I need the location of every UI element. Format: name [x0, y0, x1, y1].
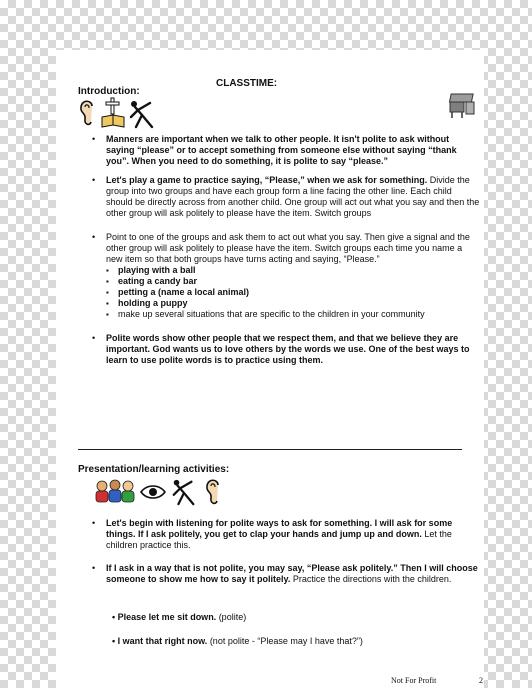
example-item: ▪ make up several situations that are specific to the children in your community [106, 309, 480, 320]
example-item: ▪ eating a candy bar [106, 276, 480, 287]
example-items [106, 265, 480, 320]
intro-bullet-bold: Let's play a game to practice saying, “Please,” when we ask for something. [106, 175, 428, 185]
example-impolite-line [112, 636, 363, 647]
activity-bullet-text: Practice the directions with the children. [290, 574, 452, 584]
page-number: 2 [479, 676, 483, 685]
intro-bullet-text: Divide the group into two groups and have each group form a line facing the other line. Each child should be directly across from another child. One group will act out what you say and then the other group will ask politely to please have the item. Switch groups [106, 175, 480, 218]
eye-icon [140, 484, 166, 500]
intro-bullet [92, 175, 480, 219]
intro-bullet [92, 134, 480, 167]
school-desk-icon [446, 90, 478, 120]
activity-bullet-text: Let the children practice this. [106, 529, 452, 550]
intro-bullet-text: Point to one of the groups and ask them to act out what you say. Then give a signal and the other group will ask politely to please have the item. Switch groups each time you name a new item so that both groups have turns acting and saying, “Please.” [106, 232, 470, 264]
section-divider [78, 449, 462, 450]
example-item: ▪ playing with a ball [106, 265, 480, 276]
example-polite-note: (polite) [216, 612, 247, 622]
activity-bullet-bold: If I ask in a way that is not polite, you may say, “Please ask politely.” Then I will choose someone to show me how to say it politely. [106, 563, 478, 584]
example-item: ▪ holding a puppy [106, 298, 480, 309]
document-page [56, 50, 484, 688]
activities-list [92, 518, 480, 591]
footer-text: Not For Profit [391, 676, 437, 685]
example-polite-line [112, 612, 246, 623]
activities-heading: Presentation/learning activities: [78, 464, 230, 475]
example-polite-bold: • Please let me sit down. [112, 612, 217, 622]
stretching-figure-icon [128, 99, 156, 129]
ear-icon [204, 477, 222, 507]
example-impolite-note: (not polite - “Please may I have that?”) [207, 636, 363, 646]
ear-icon [78, 98, 96, 128]
introduction-list [92, 134, 480, 372]
activity-bullet [92, 563, 480, 585]
example-impolite-bold: • I want that right now. [112, 636, 208, 646]
introduction-heading: Introduction: [78, 86, 140, 97]
stretching-figure-icon [170, 478, 198, 506]
activity-bullet-bold: Let's begin with listening for polite ways to ask for something. I will ask for some things. If I ask politely, you get to clap your hands and jump up and down. [106, 518, 453, 539]
intro-bullet-bold: Polite words show other people that we respect them, and that we believe they are important. God wants us to love others by the words we use. One of the best ways to learn to use polite words is to practice using them. [106, 333, 470, 365]
intro-bullet [92, 333, 480, 366]
intro-bullet-bold: Manners are important when we talk to other people. It isn't polite to ask without saying “please” or to accept something from someone else without saying “thank you”. When you need to do something, it is polite to say “please.” [106, 134, 457, 166]
page-title: CLASSTIME: [216, 78, 278, 89]
intro-bullet [92, 232, 480, 320]
bible-cross-icon [100, 97, 126, 129]
example-item: ▪ petting a (name a local animal) [106, 287, 480, 298]
children-group-icon [94, 478, 136, 504]
activity-bullet [92, 518, 480, 551]
